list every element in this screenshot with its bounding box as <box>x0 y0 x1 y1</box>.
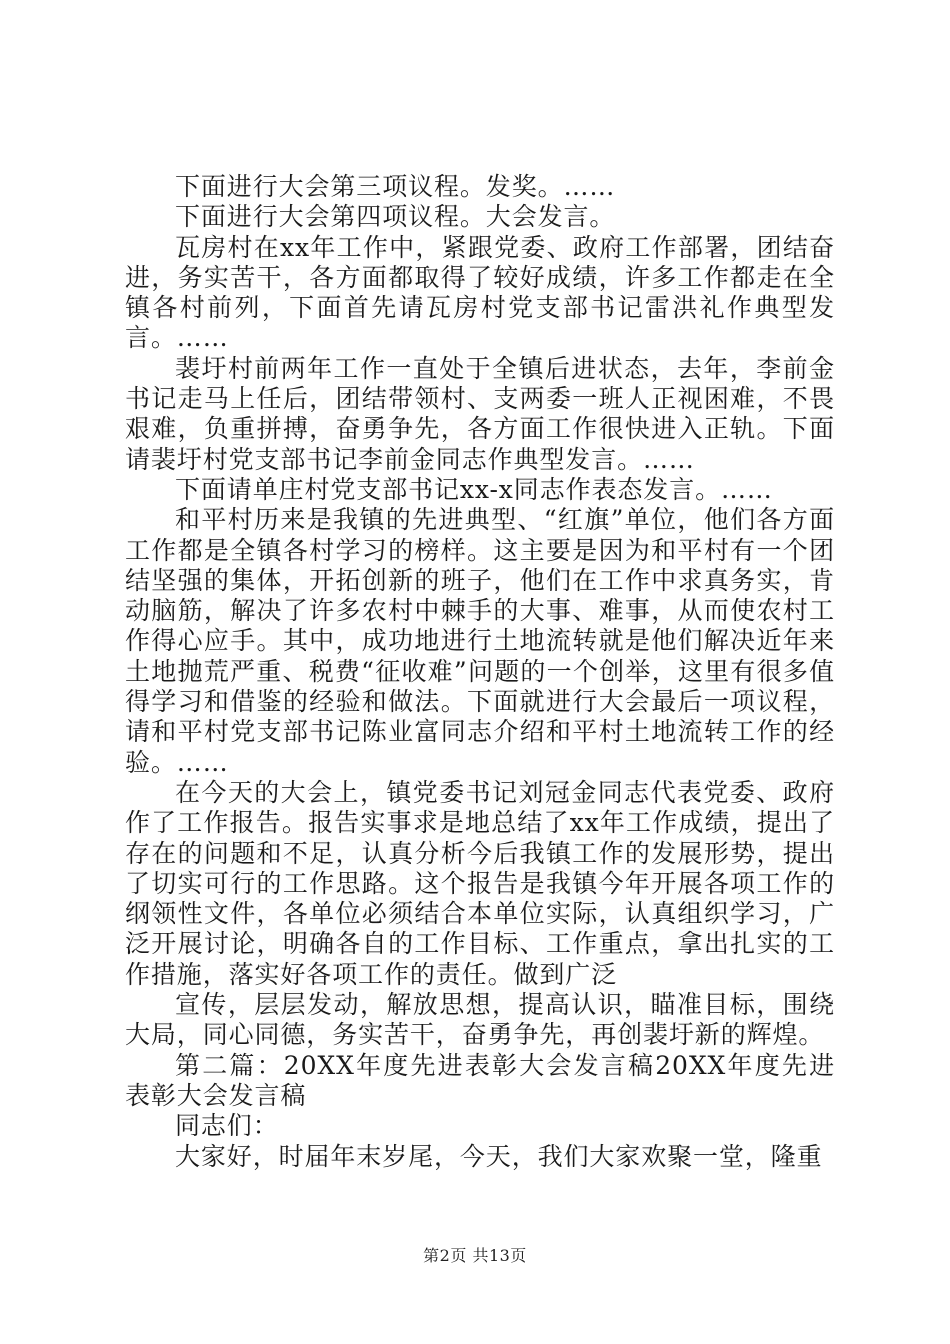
paragraph: 下面进行大会第四项议程。大会发言。 <box>175 202 616 232</box>
paragraph: 下面请单庄村党支部书记xx-x同志作表态发言。…… <box>175 474 773 504</box>
paragraph: 宣传，层层发动，解放思想，提高认识，瞄准目标，围绕大局，同心同德，务实苦干，奋勇争先，再创裴圩新的辉煌。 <box>125 990 835 1050</box>
paragraph: 和平村历来是我镇的先进典型、“红旗”单位，他们各方面工作都是全镇各村学习的榜样。这主要是因为和平村有一个团结坚强的集体，开拓创新的班子，他们在工作中求真务实，肯动脑筋，解决了许多农村中棘手的大事、难事，从而使农村工作得心应手。其中，成功地进行土地流转就是他们解决近年来土地抛荒严重、税费“征收难”问题的一个创举，这里有很多值得学习和借鉴的经验和做法。下面就进行大会最后一项议程，请和平村党支部书记陈业富同志介绍和平村土地流转工作的经验。…… <box>125 505 835 777</box>
section-heading: 第二篇：20XX年度先进表彰大会发言稿20XX年度先进表彰大会发言稿 <box>125 1050 835 1110</box>
document-body <box>125 172 835 1172</box>
paragraph: 瓦房村在xx年工作中，紧跟党委、政府工作部署，团结奋进，务实苦干，各方面都取得了较好成绩，许多工作都走在全镇各村前列，下面首先请瓦房村党支部书记雷洪礼作典型发言。…… <box>125 232 835 353</box>
paragraph: 裴圩村前两年工作一直处于全镇后进状态，去年，李前金书记走马上任后，团结带领村、支两委一班人正视困难，不畏艰难，负重拼搏，奋勇争先，各方面工作很快进入正轨。下面请裴圩村党支部书记李前金同志作典型发言。…… <box>125 353 835 474</box>
paragraph: 在今天的大会上，镇党委书记刘冠金同志代表党委、政府作了工作报告。报告实事求是地总结了xx年工作成绩，提出了存在的问题和不足，认真分析今后我镇工作的发展形势，提出了切实可行的工作思路。这个报告是我镇今年开展各项工作的纲领性文件，各单位必须结合本单位实际，认真组织学习，广泛开展讨论，明确各自的工作目标、工作重点，拿出扎实的工作措施，落实好各项工作的责任。做到广泛 <box>125 777 835 989</box>
paragraph: 大家好，时届年末岁尾，今天，我们大家欢聚一堂，隆重 <box>175 1141 823 1171</box>
paragraph: 下面进行大会第三项议程。发奖。…… <box>175 172 616 201</box>
salutation: 同志们： <box>175 1111 279 1141</box>
page-number-footer: 第2页 共13页 <box>423 1246 527 1265</box>
